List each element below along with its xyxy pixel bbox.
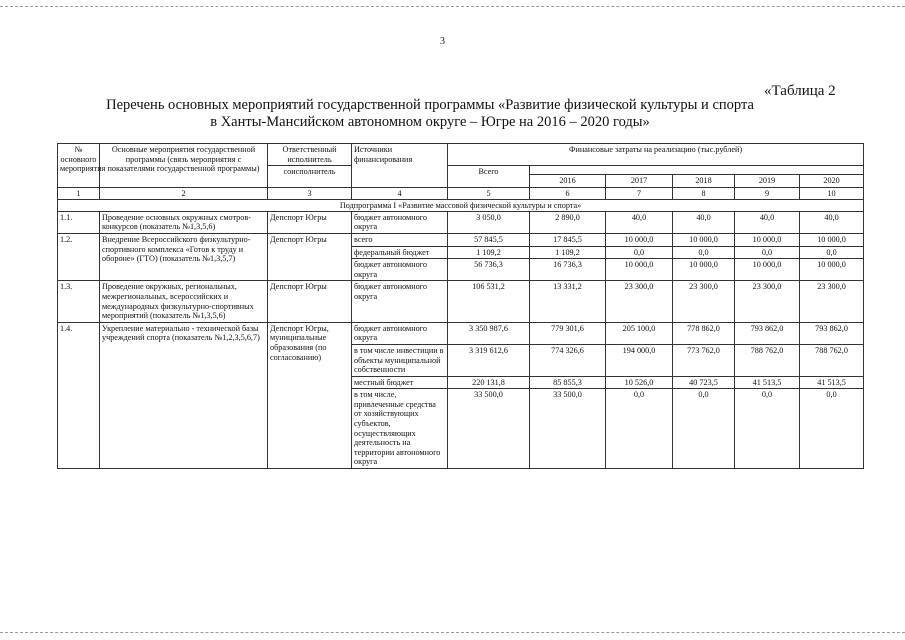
index-cell: 2	[100, 187, 268, 199]
value-2020: 41 513,5	[800, 376, 864, 389]
header-event: Основные мероприятия государственной программы (связь мероприятия с показателями государственной программы)	[100, 144, 268, 188]
row-source: федеральный бюджет	[352, 246, 448, 259]
row-source: бюджет автономного округа	[352, 259, 448, 281]
value-2019: 23 300,0	[735, 281, 800, 322]
header-year-2019: 2019	[735, 175, 800, 188]
value-2017: 194 000,0	[606, 344, 673, 376]
index-cell: 8	[673, 187, 735, 199]
value-total: 220 131,8	[448, 376, 530, 389]
value-2020: 0,0	[800, 246, 864, 259]
value-2018: 0,0	[673, 246, 735, 259]
header-year-2018: 2018	[673, 175, 735, 188]
value-total: 3 350 987,6	[448, 322, 530, 344]
value-2018: 40 723,5	[673, 376, 735, 389]
value-2016: 774 326,6	[530, 344, 606, 376]
row-event: Укрепление материально - технической базы учреждений спорта (показатель №1,2,3,5,6,7)	[100, 322, 268, 468]
header-year-2017: 2017	[606, 175, 673, 188]
row-exec: Депспорт Югры	[268, 211, 352, 233]
header-no: № основного мероприятия	[58, 144, 100, 188]
value-2019: 788 762,0	[735, 344, 800, 376]
value-2020: 10 000,0	[800, 233, 864, 246]
value-2016: 13 331,2	[530, 281, 606, 322]
value-2017: 10 000,0	[606, 233, 673, 246]
value-2016: 779 301,6	[530, 322, 606, 344]
index-cell: 7	[606, 187, 673, 199]
header-source: Источники финансирования	[352, 144, 448, 188]
value-2017: 23 300,0	[606, 281, 673, 322]
financing-table	[57, 143, 864, 469]
index-cell: 5	[448, 187, 530, 199]
scan-edge-top	[0, 6, 905, 7]
title-line-2: в Ханты-Мансийском автономном округе – Югре на 2016 – 2020 годы»	[210, 114, 650, 130]
value-2019: 40,0	[735, 211, 800, 233]
value-2017: 0,0	[606, 389, 673, 469]
value-total: 3 050,0	[448, 211, 530, 233]
table-label: «Таблица 2	[764, 83, 836, 99]
value-2020: 23 300,0	[800, 281, 864, 322]
value-total: 3 319 612,6	[448, 344, 530, 376]
row-exec: Депспорт Югры, муниципальные образования (по согласованию)	[268, 322, 352, 468]
value-2016: 33 500,0	[530, 389, 606, 469]
index-cell: 1	[58, 187, 100, 199]
value-2019: 793 862,0	[735, 322, 800, 344]
value-2018: 40,0	[673, 211, 735, 233]
title-line-1: Перечень основных мероприятий государственной программы «Развитие физической культуры и спорта	[106, 97, 754, 113]
row-event: Внедрение Всероссийского физкультурно-спортивного комплекса «Готов к труду и обороне» (ГТО) (показатель №1,3,5,7)	[100, 233, 268, 280]
value-total: 33 500,0	[448, 389, 530, 469]
index-row	[58, 187, 864, 199]
row-event: Проведение основных окружных смотров-конкурсов (показатель №1,3,5,6)	[100, 211, 268, 233]
value-2020: 793 862,0	[800, 322, 864, 344]
row-no: 1.3.	[58, 281, 100, 322]
value-2019: 0,0	[735, 389, 800, 469]
value-total: 56 736,3	[448, 259, 530, 281]
subprogram-title: Подпрограмма I «Развитие массовой физической культуры и спорта»	[58, 199, 864, 211]
value-2018: 10 000,0	[673, 233, 735, 246]
value-2018: 778 862,0	[673, 322, 735, 344]
scan-edge-bottom	[0, 632, 905, 633]
value-2016: 1 109,2	[530, 246, 606, 259]
subprogram-row	[58, 199, 864, 211]
row-source: всего	[352, 233, 448, 246]
row-source: бюджет автономного округа	[352, 281, 448, 322]
row-source: в том числе инвестиции в объекты муниципальной собственности	[352, 344, 448, 376]
value-total: 1 109,2	[448, 246, 530, 259]
header-year-2020: 2020	[800, 175, 864, 188]
row-exec: Депспорт Югры	[268, 233, 352, 280]
value-2020: 40,0	[800, 211, 864, 233]
value-2018: 23 300,0	[673, 281, 735, 322]
value-2018: 0,0	[673, 389, 735, 469]
header-row-1	[58, 144, 864, 166]
header-total: Всего	[448, 166, 530, 188]
index-cell: 6	[530, 187, 606, 199]
value-2019: 10 000,0	[735, 259, 800, 281]
row-no: 1.2.	[58, 233, 100, 280]
value-2016: 85 855,3	[530, 376, 606, 389]
value-2016: 17 845,5	[530, 233, 606, 246]
value-2017: 40,0	[606, 211, 673, 233]
value-2017: 10 526,0	[606, 376, 673, 389]
index-cell: 9	[735, 187, 800, 199]
row-no: 1.4.	[58, 322, 100, 468]
table-row	[58, 211, 864, 233]
table-row	[58, 233, 864, 246]
index-cell: 10	[800, 187, 864, 199]
value-2018: 773 762,0	[673, 344, 735, 376]
header-year-2016: 2016	[530, 175, 606, 188]
value-2018: 10 000,0	[673, 259, 735, 281]
header-costs: Финансовые затраты на реализацию (тыс.рублей)	[448, 144, 864, 166]
row-source: местный бюджет	[352, 376, 448, 389]
value-2020: 10 000,0	[800, 259, 864, 281]
header-exec: Ответственный исполнитель	[268, 144, 352, 166]
value-2019: 41 513,5	[735, 376, 800, 389]
index-cell: 4	[352, 187, 448, 199]
row-source: в том числе, привлеченные средства от хозяйствующих субъектов, осуществляющих деятельность на территории автономного округа	[352, 389, 448, 469]
page-number: 3	[440, 36, 445, 47]
index-cell: 3	[268, 187, 352, 199]
value-2017: 10 000,0	[606, 259, 673, 281]
header-years-gap	[530, 166, 864, 175]
row-source: бюджет автономного округа	[352, 211, 448, 233]
value-total: 106 531,2	[448, 281, 530, 322]
value-2020: 0,0	[800, 389, 864, 469]
value-total: 57 845,5	[448, 233, 530, 246]
value-2017: 205 100,0	[606, 322, 673, 344]
row-event: Проведение окружных, региональных, межрегиональных, всероссийских и международных физкультурно-спортивных мероприятий (показатель №1,3,5,6)	[100, 281, 268, 322]
document-title	[60, 97, 800, 131]
table-row	[58, 322, 864, 344]
value-2019: 0,0	[735, 246, 800, 259]
value-2016: 16 736,3	[530, 259, 606, 281]
value-2016: 2 890,0	[530, 211, 606, 233]
table-row	[58, 281, 864, 322]
row-exec: Депспорт Югры	[268, 281, 352, 322]
header-coexec: соисполнитель	[268, 166, 352, 188]
value-2020: 788 762,0	[800, 344, 864, 376]
value-2019: 10 000,0	[735, 233, 800, 246]
row-no: 1.1.	[58, 211, 100, 233]
row-source: бюджет автономного округа	[352, 322, 448, 344]
value-2017: 0,0	[606, 246, 673, 259]
